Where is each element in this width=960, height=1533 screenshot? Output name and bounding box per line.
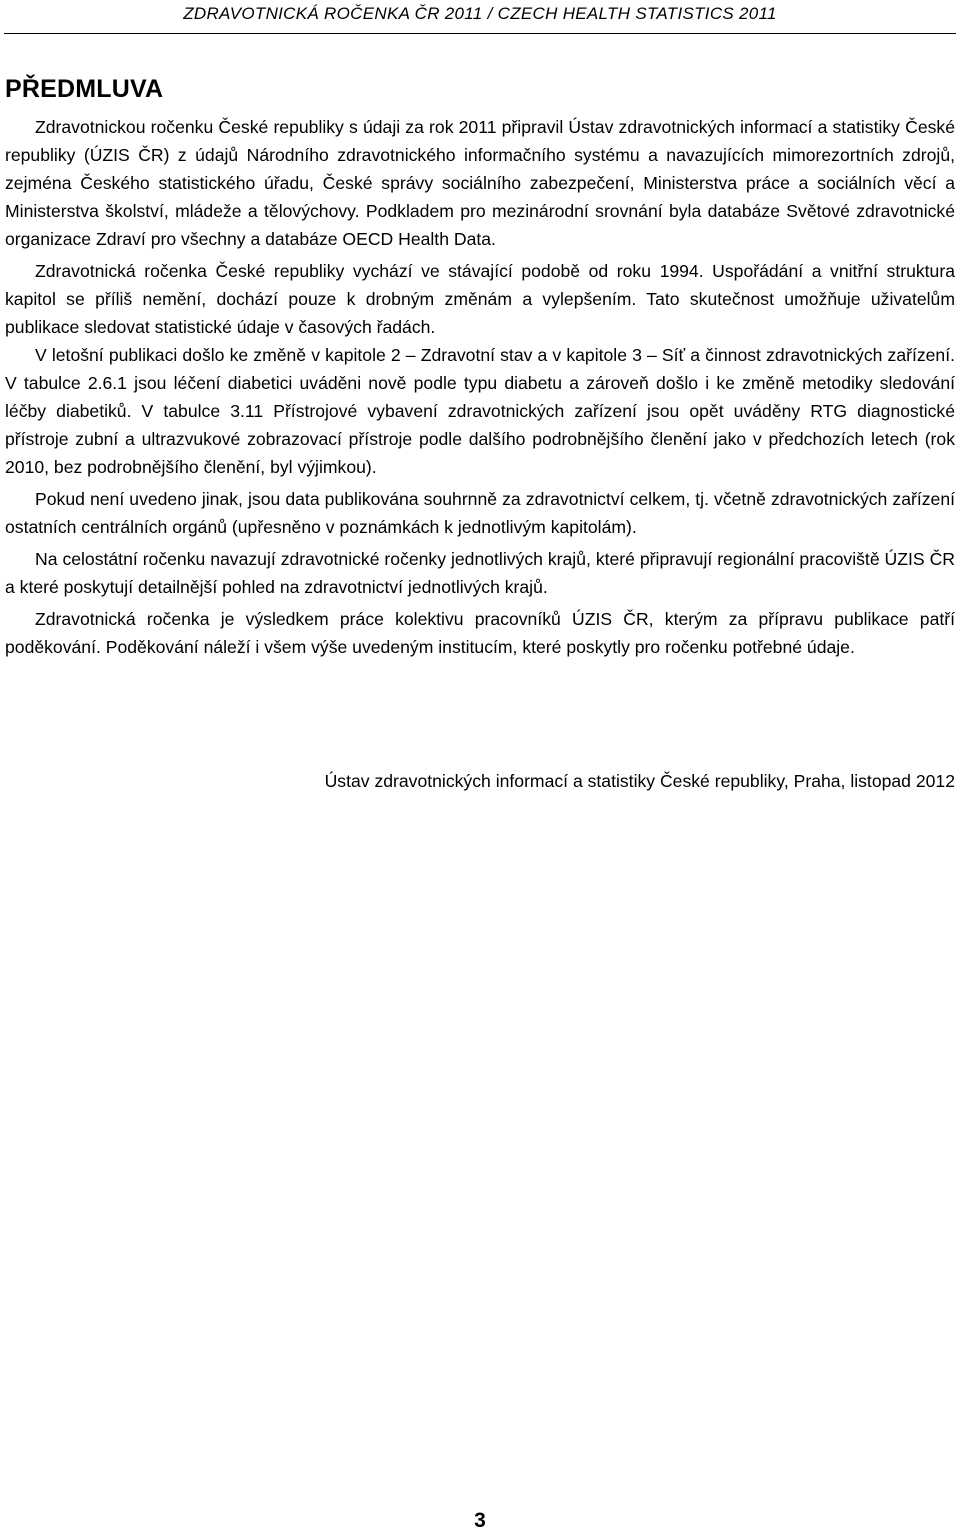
running-header: ZDRAVOTNICKÁ ROČENKA ČR 2011 / CZECH HEALTH STATISTICS 2011 [183, 4, 777, 23]
paragraph: V letošní publikaci došlo ke změně v kapitole 2 – Zdravotní stav a v kapitole 3 – Síť a činnost zdravotnických zařízení. V tabulce 2.6.1 jsou léčení diabetici uváděni nově podle typu diabetu a zároveň došlo i ke změně metodiky sledování léčby diabetiků. V tabulce 3.11 Přístrojové vybavení zdravotnických zařízení jsou opět uváděny RTG diagnostické přístroje zubní a ultrazvukové zobrazovací přístroje podle dalšího podrobnějšího členění jako v předchozích letech (rok 2010, bez podrobnějšího členění, byl výjimkou). [5, 345, 955, 477]
paragraph: Zdravotnická ročenka je výsledkem práce kolektivu pracovníků ÚZIS ČR, kterým za přípravu publikace patří poděkování. Poděkování náleží i všem výše uvedeným institucím, které poskytly pro ročenku potřebné údaje. [5, 609, 955, 657]
body-text [5, 113, 955, 665]
signature-line: Ústav zdravotnických informací a statistiky České republiky, Praha, listopad 2012 [324, 771, 955, 791]
header-rule [4, 33, 956, 34]
paragraph: Zdravotnická ročenka České republiky vychází ve stávající podobě od roku 1994. Uspořádání a vnitřní struktura kapitol se příliš nemění, dochází pouze k drobným změnám a vylepšením. Tato skutečnost umožňuje uživatelům publikace sledovat statistické údaje v časových řadách. [5, 261, 955, 337]
page-number: 3 [474, 1509, 486, 1532]
page-title: PŘEDMLUVA [5, 75, 164, 103]
paragraph: Na celostátní ročenku navazují zdravotnické ročenky jednotlivých krajů, které připravují regionální pracoviště ÚZIS ČR a které poskytují detailnější pohled na zdravotnictví jednotlivých krajů. [5, 549, 955, 597]
paragraph: Pokud není uvedeno jinak, jsou data publikována souhrnně za zdravotnictví celkem, tj. včetně zdravotnických zařízení ostatních centrálních orgánů (upřesněno v poznámkách k jednotlivým kapitolám). [5, 489, 955, 537]
paragraph: Zdravotnickou ročenku České republiky s údaji za rok 2011 připravil Ústav zdravotnických informací a statistiky České republiky (ÚZIS ČR) z údajů Národního zdravotnického informačního systému a navazujících mimorezortních zdrojů, zejména Českého statistického úřadu, České správy sociálního zabezpečení, Ministerstva práce a sociálních věcí a Ministerstva školství, mládeže a tělovýchovy. Podkladem pro mezinárodní srovnání byla databáze Světové zdravotnické organizace Zdraví pro všechny a databáze OECD Health Data. [5, 117, 955, 249]
